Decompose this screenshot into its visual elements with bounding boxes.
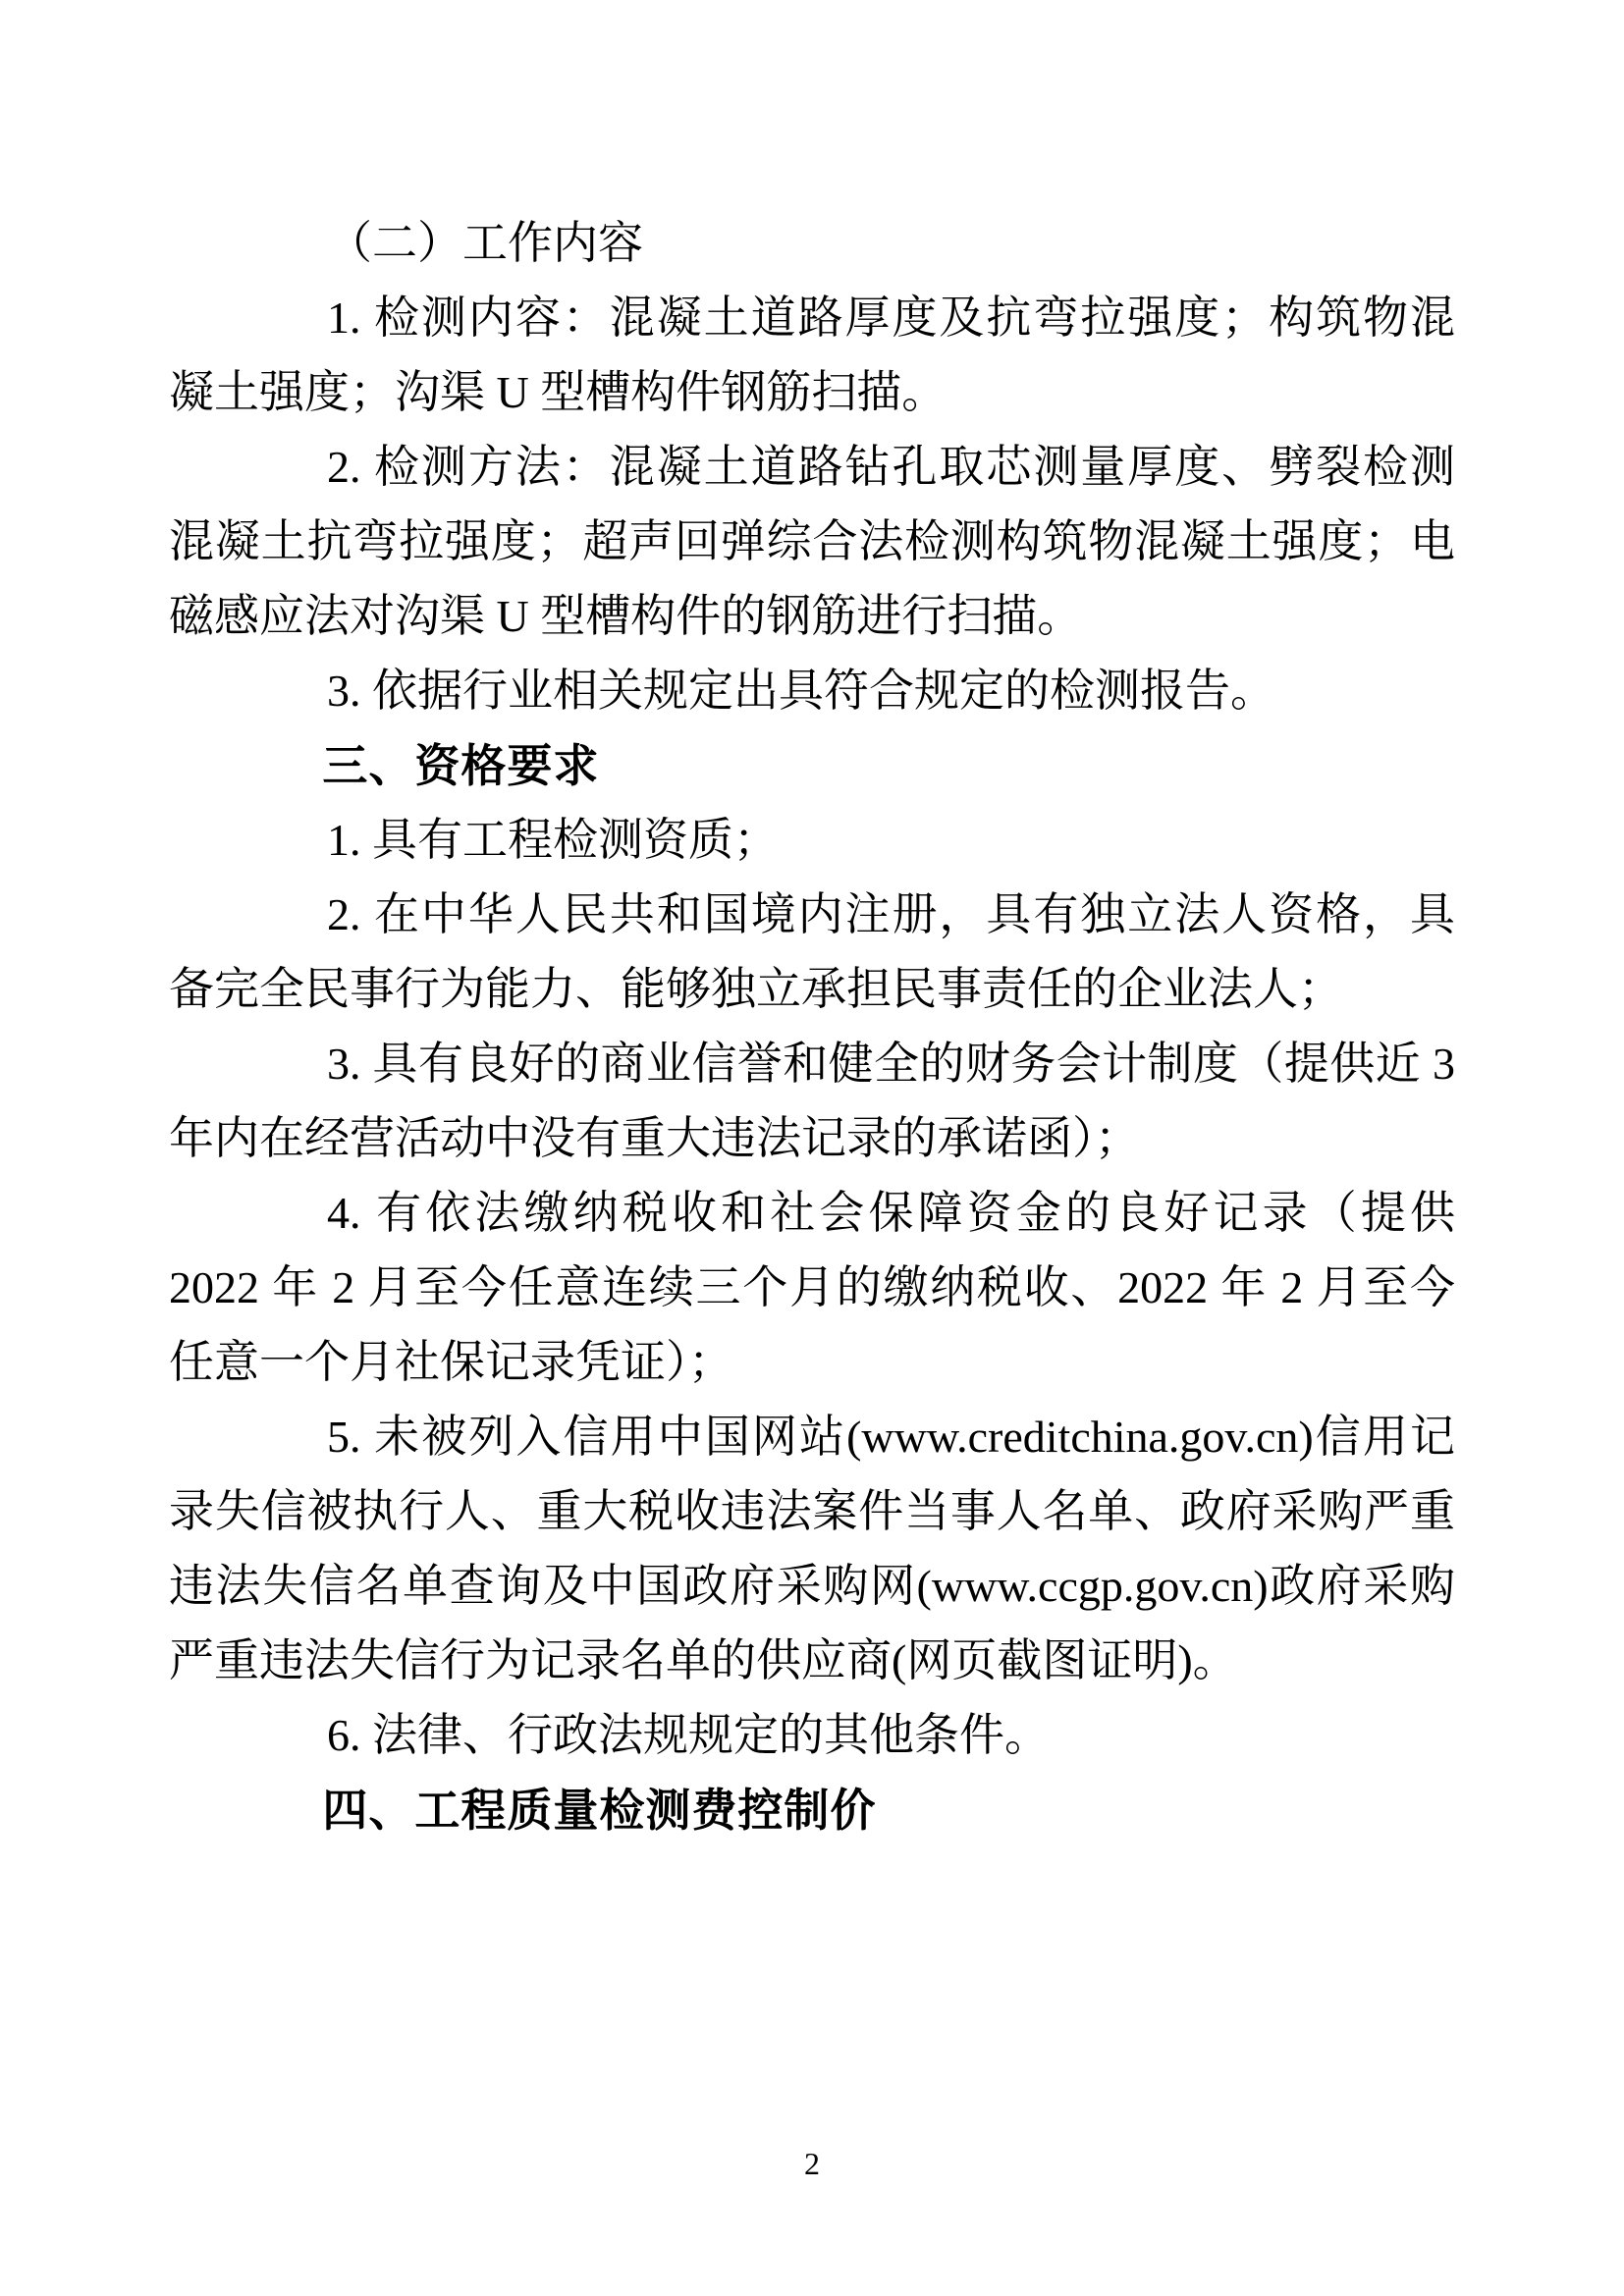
page-number: 2 [804, 2146, 820, 2181]
paragraph-qualification-3: 3. 具有良好的商业信誉和健全的财务会计制度（提供近 3 年内在经营活动中没有重大违法记录的承诺函）； [169, 1039, 1455, 1163]
paragraph-test-content: 1. 检测内容：混凝土道路厚度及抗弯拉强度；构筑物混凝土强度；沟渠 U 型槽构件钢筋扫描。 [169, 293, 1455, 417]
page-footer [0, 2146, 1624, 2182]
paragraph-qualification-5: 5. 未被列入信用中国网站(www.creditchina.gov.cn)信用记录失信被执行人、重大税收违法案件当事人名单、政府采购严重违法失信名单查询及中国政府采购网(www.ccgp.gov.cn)政府采购严重违法失信行为记录名单的供应商(网页截图证明)。 [169, 1412, 1455, 1685]
paragraph-qualification-2: 2. 在中华人民共和国境内注册，具有独立法人资格，具备完全民事行为能力、能够独立承担民事责任的企业法人； [169, 889, 1455, 1014]
paragraph-qualification-1: 1. 具有工程检测资质； [327, 815, 779, 865]
document-body [169, 206, 1455, 1847]
section-heading-work-content: （二）工作内容 [327, 218, 643, 268]
paragraph-qualification-6: 6. 法律、行政法规规定的其他条件。 [327, 1710, 1050, 1760]
paragraph-qualification-4: 4. 有依法缴纳税收和社会保障资金的良好记录（提供 2022 年 2 月至今任意连续三个月的缴纳税收、2022 年 2 月至今任意一个月社保记录凭证）； [169, 1188, 1455, 1387]
section-heading-qualification-requirements: 三、资格要求 [322, 740, 600, 791]
paragraph-test-report: 3. 依据行业相关规定出具符合规定的检测报告。 [327, 666, 1275, 716]
paragraph-test-method: 2. 检测方法：混凝土道路钻孔取芯测量厚度、劈裂检测混凝土抗弯拉强度；超声回弹综合法检测构筑物混凝土强度；电磁感应法对沟渠 U 型槽构件的钢筋进行扫描。 [169, 442, 1455, 641]
section-heading-fee-control-price: 四、工程质量检测费控制价 [322, 1785, 877, 1836]
